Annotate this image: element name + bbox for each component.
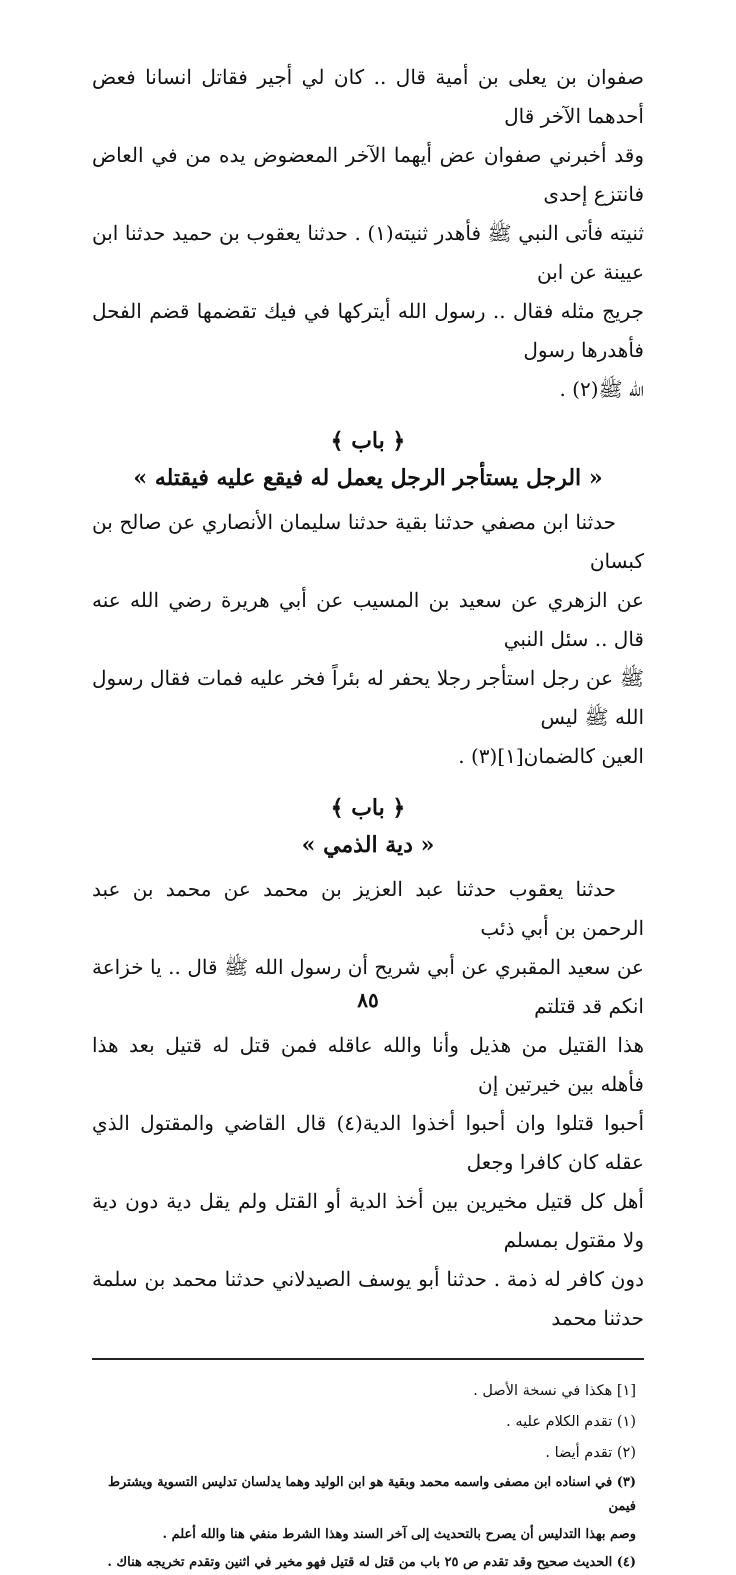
text-line: حدثنا يعقوب حدثنا عبد العزيز بن محمد عن محمد بن عبد الرحمن بن أبي ذئب [92, 877, 644, 940]
chapter-title: « الرجل يستأجر الرجل يعمل له فيقع عليه فيقتله » [133, 465, 603, 491]
footnote: (٢) تقدم أيضا . [545, 1445, 636, 1461]
footnote: (١) تقدم الكلام عليه . [506, 1414, 636, 1430]
bab-label: ﴿ باب ﴾ [330, 428, 406, 454]
text-line: جريج مثله فقال .. رسول الله أيتركها في فيك تقضمها قضم الفحل فأهدرها رسول [92, 299, 644, 362]
text-line: العين كالضمان[١](٣) . [458, 744, 644, 768]
paragraph-3 [92, 870, 644, 1338]
footnote-divider [92, 1358, 644, 1360]
text-line: أحبوا قتلوا وان أحبوا أخذوا الدية(٤) قال القاضي والمقتول الذي عقله كان كافرا وجعل [92, 1111, 644, 1174]
footnote: (٤) الحديث صحيح وقد تقدم ص ٢٥ باب من قتل له قتيل فهو مخير في اثنين وتقدم تخريجه هناك . [107, 1555, 636, 1570]
paragraph-2 [92, 503, 644, 776]
text-line: صفوان بن يعلى بن أمية قال .. كان لي أجير فقاتل انسانا فعض أحدهما الآخر قال [92, 65, 644, 128]
chapter-title: « دية الذمي » [301, 832, 435, 858]
bab-label: ﴿ باب ﴾ [330, 795, 406, 821]
page-number: ٨٥ [357, 988, 379, 1012]
text-line: الله ﷺ(٢) . [559, 377, 644, 401]
text-line: حدثنا ابن مصفي حدثنا بقية حدثنا سليمان الأنصاري عن صالح بن كبسان [92, 510, 644, 573]
chapter-heading-1 [92, 423, 644, 497]
text-line: دون كافر له ذمة . حدثنا أبو يوسف الصيدلاني حدثنا محمد بن سلمة حدثنا محمد [92, 1267, 644, 1330]
chapter-heading-2 [92, 790, 644, 864]
text-line: هذا القتيل من هذيل وأنا والله عاقله فمن قتل له قتيل بعد هذا فأهله بين خيرتين إن [92, 1033, 644, 1096]
footnote: (٣) في اسناده ابن مصفى واسمه محمد وبقية هو ابن الوليد وهما يدلسان تدليس التسوية ويشترط فيمن [107, 1475, 636, 1514]
text-line: عن سعيد المقبري عن أبي شريح أن رسول الله ﷺ قال .. يا خزاعة انكم قد قتلتم [92, 955, 644, 1018]
text-line: ﷺ عن رجل استأجر رجلا يحفر له بئراً فخر عليه فمات فقال رسول الله ﷺ ليس [92, 666, 644, 729]
footnote-continuation: وصم بهذا التدليس أن يصرح بالتحديث إلى آخر السند وهذا الشرط منفي هنا والله أعلم . [162, 1527, 636, 1542]
paragraph-1 [92, 58, 644, 409]
text-line: وقد أخبرني صفوان عض أيهما الآخر المعضوض يده من في العاض فانتزع إحدى [92, 143, 644, 206]
text-line: أهل كل قتيل مخيرين بين أخذ الدية أو القتل ولم يقل دية دون دية ولا مقتول بمسلم [92, 1189, 644, 1252]
footnotes [92, 1378, 644, 1575]
text-line: ثنيته فأتى النبي ﷺ فأهدر ثنيته(١) . حدثنا يعقوب بن حميد حدثنا ابن عيينة عن ابن [92, 221, 644, 284]
footnote: [١] هكذا في نسخة الأصل . [473, 1383, 636, 1399]
text-line: عن الزهري عن سعيد بن المسيب عن أبي هريرة رضي الله عنه قال .. سئل النبي [92, 588, 644, 651]
